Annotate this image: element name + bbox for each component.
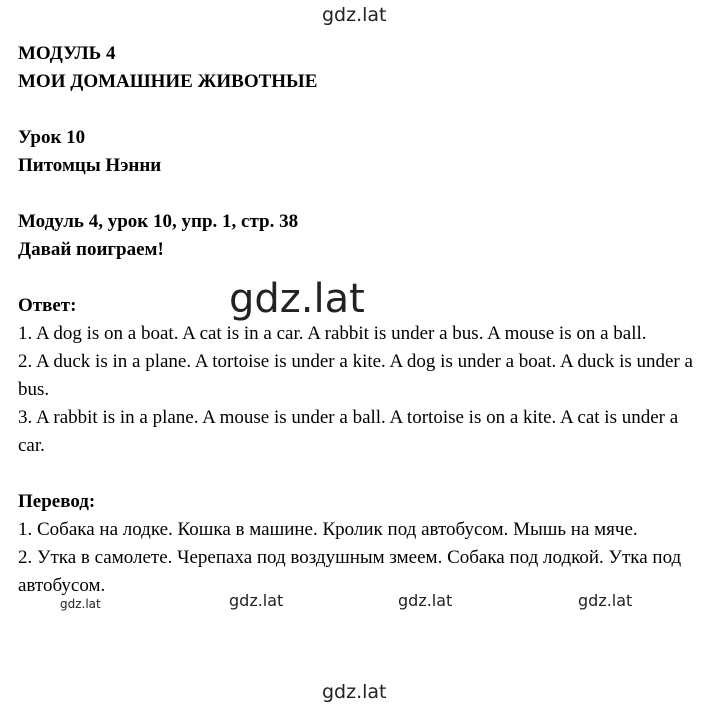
answer-item-1: 1. A dog is on a boat. A cat is in a car. A rabbit is under a bus. A mouse is on a ball. [18, 323, 647, 344]
answer-heading: Ответ: [18, 295, 77, 316]
watermark-small-3: gdz.lat [398, 591, 453, 610]
watermark-bottom: gdz.lat [322, 681, 387, 703]
module-title: МОИ ДОМАШНИЕ ЖИВОТНЫЕ [18, 71, 318, 92]
answer-item-2: 2. A duck is in a plane. A tortoise is under a kite. A dog is under a boat. A duck is under a bus. [18, 351, 693, 400]
translation-heading: Перевод: [18, 491, 96, 512]
lesson-title: Питомцы Нэнни [18, 155, 162, 176]
exercise-reference: Модуль 4, урок 10, упр. 1, стр. 38 [18, 211, 299, 232]
watermark-small-4: gdz.lat [578, 591, 633, 610]
watermark-center: gdz.lat [229, 276, 365, 322]
translation-item-2: 2. Утка в самолете. Черепаха под воздушным змеем. Собака под лодкой. Утка под автобусом. [18, 547, 682, 596]
watermark-small-2: gdz.lat [229, 591, 284, 610]
translation-item-1: 1. Собака на лодке. Кошка в машине. Кролик под автобусом. Мышь на мяче. [18, 519, 638, 540]
answer-item-3: 3. A rabbit is in a plane. A mouse is under a ball. A tortoise is on a kite. A cat is under a car. [18, 407, 679, 456]
exercise-title: Давай поиграем! [18, 239, 164, 260]
module-number: МОДУЛЬ 4 [18, 43, 116, 64]
watermark-small-1: gdz.lat [60, 597, 101, 611]
watermark-top: gdz.lat [322, 4, 387, 26]
lesson-number: Урок 10 [18, 127, 86, 148]
